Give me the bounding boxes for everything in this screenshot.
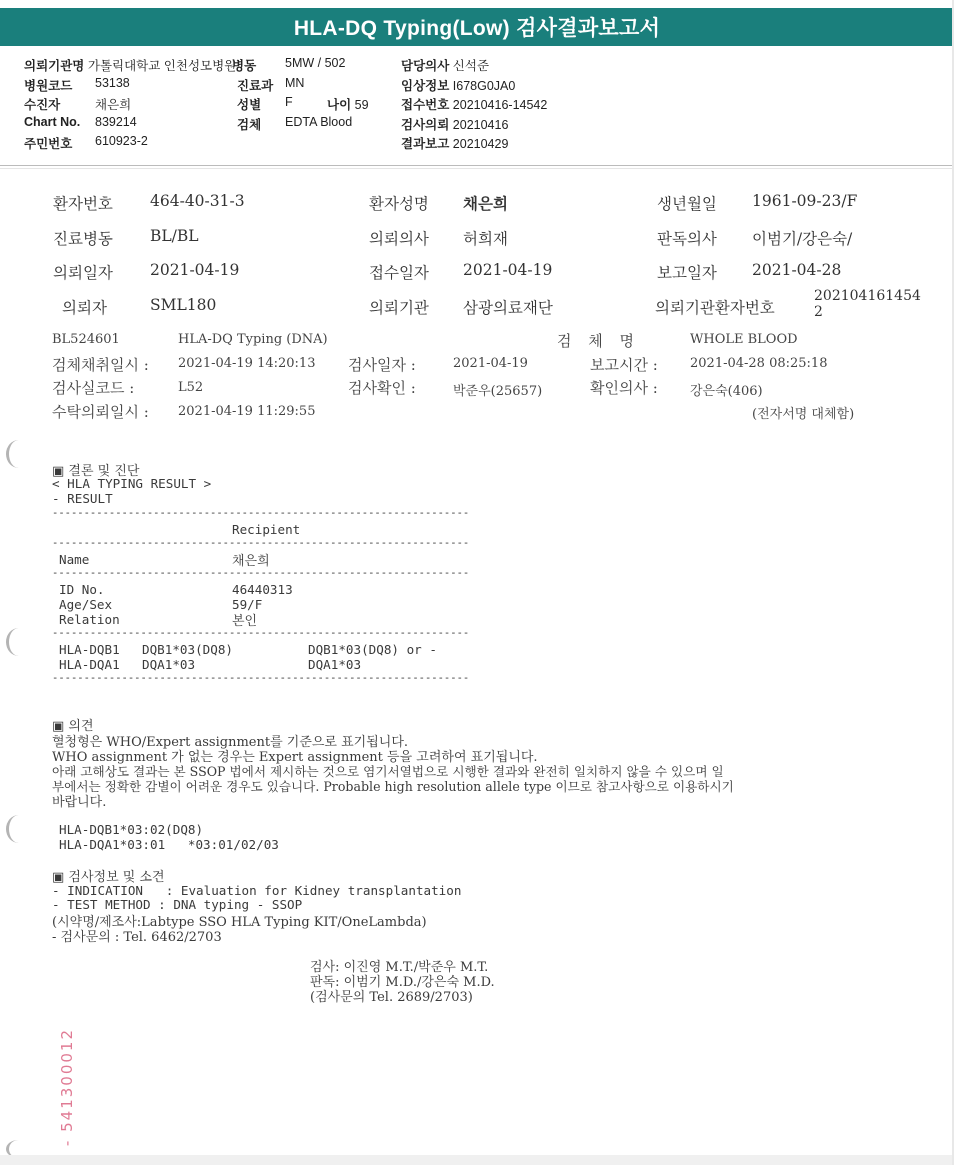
card-value: 삼광의료재단: [463, 299, 553, 317]
card-label: 의뢰자: [62, 299, 107, 317]
chart-label: Chart No.: [24, 115, 81, 129]
age-label: 나이: [327, 98, 352, 112]
opinion-line: 혈청형은 WHO/Expert assignment를 기준으로 표기됩니다.: [52, 735, 409, 750]
dash-line: ------------------------------------------------------------------: [52, 537, 470, 549]
dqa1-value-2: DQA1*03: [308, 657, 362, 672]
dash-line: ------------------------------------------------------------------: [52, 627, 470, 639]
specimen-name-label: 검 체 명: [557, 332, 635, 350]
side-stamp: [18, 1028, 78, 1148]
code-value: 53138: [95, 76, 130, 90]
dqa1-label: HLA-DQA1: [59, 657, 120, 672]
card-value: 464-40-31-3: [150, 192, 245, 210]
dash-line: ------------------------------------------------------------------: [52, 567, 470, 579]
report-label: 결과보고: [401, 137, 450, 151]
card-value: 202104161454: [814, 288, 921, 304]
name-value: 채은희: [232, 554, 270, 569]
opinion-line: WHO assignment 가 없는 경우는 Expert assignment 등을 고려하여 표기됩니다.: [52, 750, 538, 765]
bottom-strip: [0, 1155, 954, 1165]
dqb1-label: HLA-DQB1: [59, 642, 120, 657]
card-value: 채은희: [463, 194, 508, 213]
signature-line: 판독: 이범기 M.D./강은숙 M.D.: [310, 975, 495, 990]
signature-line: 검사: 이진영 M.T./박준우 M.T.: [310, 960, 489, 975]
specimen-label: 검체: [237, 118, 262, 132]
testdate-label: 검사일자 :: [348, 356, 416, 374]
card-value: 허희재: [463, 230, 508, 248]
findings-line: - 검사문의 : Tel. 6462/2703: [52, 930, 222, 945]
opinion-line: 아래 고해상도 결과는 본 SSOP 법에서 제시하는 것으로 염기서열법으로 시행한 결과와 완전히 일치하지 않을 수 있으며 일: [52, 764, 724, 779]
id-label: 주민번호: [24, 137, 73, 151]
findings-title: ▣ 검사정보 및 소견: [52, 870, 165, 885]
dash-line: ------------------------------------------------------------------: [52, 507, 470, 519]
opinion-line: 부에서는 정확한 감별이 어려운 경우도 있습니다. Probable high resolution allele type 이므로 참고사항으로 이용하시기: [52, 779, 734, 794]
specimen-value: EDTA Blood: [285, 115, 353, 129]
id-no-label: ID No.: [59, 582, 105, 597]
test-code: BL524601: [52, 332, 120, 347]
divider: [0, 168, 954, 169]
dqb1-value-2: DQB1*03(DQ8) or -: [308, 642, 437, 657]
result-heading: < HLA TYPING RESULT >: [52, 476, 212, 491]
age-value: 59: [354, 98, 369, 112]
punch-hole: [6, 628, 31, 656]
ward-value: 5MW / 502: [285, 56, 346, 70]
card-label: 환자성명: [369, 195, 429, 213]
allele-line: HLA-DQB1*03:02(DQ8): [59, 822, 204, 837]
result-subheading: - RESULT: [52, 491, 113, 506]
punch-hole: [6, 815, 31, 843]
patient-value: 채은희: [95, 98, 132, 112]
id-no-value: 46440313: [232, 582, 293, 597]
allele-line: HLA-DQA1*03:01 *03:01/02/03: [59, 837, 279, 852]
request-value: 20210416: [452, 118, 509, 132]
opinion-line: 바랍니다.: [52, 795, 107, 810]
card-value: 2021-04-19: [150, 261, 240, 279]
signature-line: (검사문의 Tel. 2689/2703): [310, 990, 473, 1005]
doctor-confirm-value: 강은숙(406): [690, 384, 763, 399]
card-value: 1961-09-23/F: [752, 192, 858, 210]
recipient-header: Recipient: [232, 522, 301, 537]
punch-hole: [6, 440, 31, 468]
sex-label: 성별: [237, 98, 262, 112]
id-value: 610923-2: [95, 134, 148, 148]
request-label: 검사의뢰: [401, 118, 450, 132]
dash-line: ------------------------------------------------------------------: [52, 672, 470, 684]
findings-line: (시약명/제조사:Labtype SSO HLA Typing KIT/OneLambda): [52, 915, 427, 930]
card-value: SML180: [150, 296, 217, 314]
sex-value: F: [285, 95, 293, 109]
code-label: 병원코드: [24, 79, 73, 93]
dqa1-value: DQA1*03: [142, 657, 196, 672]
doctor-value: 신석준: [452, 59, 490, 73]
stamp-number: - 541300012: [58, 1028, 76, 1147]
patient-label: 수진자: [24, 98, 61, 112]
labcode-value: L52: [178, 380, 204, 395]
card-label: 판독의사: [657, 230, 717, 248]
specimen-name-value: WHOLE BLOOD: [690, 332, 798, 347]
clinical-value: I678G0JA0: [452, 79, 516, 93]
receipt-label: 접수번호: [401, 98, 450, 112]
card-value: 이범기/강은숙/: [752, 230, 853, 248]
card-label: 진료병동: [53, 230, 113, 248]
reporttime-label: 보고시간 :: [590, 356, 658, 374]
agesex-label: Age/Sex: [59, 597, 113, 612]
name-label: Name: [59, 552, 90, 567]
collect-value: 2021-04-19 14:20:13: [178, 356, 316, 371]
test-name: HLA-DQ Typing (DNA): [178, 332, 328, 347]
section-title: ▣ 결론 및 진단: [52, 464, 140, 479]
dept-value: MN: [285, 76, 305, 90]
clinical-label: 임상정보: [401, 79, 450, 93]
findings-line: - TEST METHOD : DNA typing - SSOP: [52, 897, 303, 912]
esign-note: (전자서명 대체함): [752, 407, 855, 422]
findings-line: - INDICATION : Evaluation for Kidney transplantation: [52, 883, 462, 898]
card-label: 의뢰의사: [369, 230, 429, 248]
consign-value: 2021-04-19 11:29:55: [178, 404, 316, 419]
card-label: 접수일자: [369, 264, 429, 282]
card-value: 2021-04-19: [463, 261, 553, 279]
divider: [0, 165, 954, 166]
labcode-label: 검사실코드 :: [52, 379, 135, 397]
dqb1-value: DQB1*03(DQ8): [142, 642, 233, 657]
doctor-label: 담당의사: [401, 59, 450, 73]
reporttime-value: 2021-04-28 08:25:18: [690, 356, 828, 371]
consign-label: 수탁의뢰일시 :: [52, 403, 149, 421]
receipt-value: 20210416-14542: [452, 98, 548, 112]
confirm-label: 검사확인 :: [348, 379, 416, 397]
chart-value: 839214: [95, 115, 137, 129]
relation-label: Relation: [59, 612, 120, 627]
card-label: 의뢰기관환자번호: [655, 299, 775, 317]
card-label: 보고일자: [657, 264, 717, 282]
card-label: 생년월일: [657, 195, 717, 213]
card-label: 의뢰일자: [53, 264, 113, 282]
collect-label: 검체채취일시 :: [52, 356, 149, 374]
doctor-confirm-label: 확인의사 :: [590, 379, 658, 397]
card-label: 환자번호: [53, 195, 113, 213]
report-value: 20210429: [452, 137, 509, 151]
opinion-title: ▣ 의견: [52, 719, 94, 734]
hospital-label: 의뢰기관명: [24, 59, 85, 73]
report-title: HLA-DQ Typing(Low) 검사결과보고서: [0, 8, 954, 46]
hospital-value: 가톨릭대학교 인천성모병원: [87, 59, 237, 73]
card-label: 의뢰기관: [369, 299, 429, 317]
relation-value: 본인: [232, 614, 258, 629]
testdate-value: 2021-04-19: [453, 356, 528, 371]
agesex-value: 59/F: [232, 597, 263, 612]
card-value: 2021-04-28: [752, 261, 842, 279]
confirm-value: 박준우(25657): [453, 384, 543, 399]
card-value: BL/BL: [150, 227, 199, 245]
card-value: 2: [814, 304, 823, 320]
dept-label: 진료과: [237, 79, 274, 93]
ward-label: 병동: [232, 59, 257, 73]
